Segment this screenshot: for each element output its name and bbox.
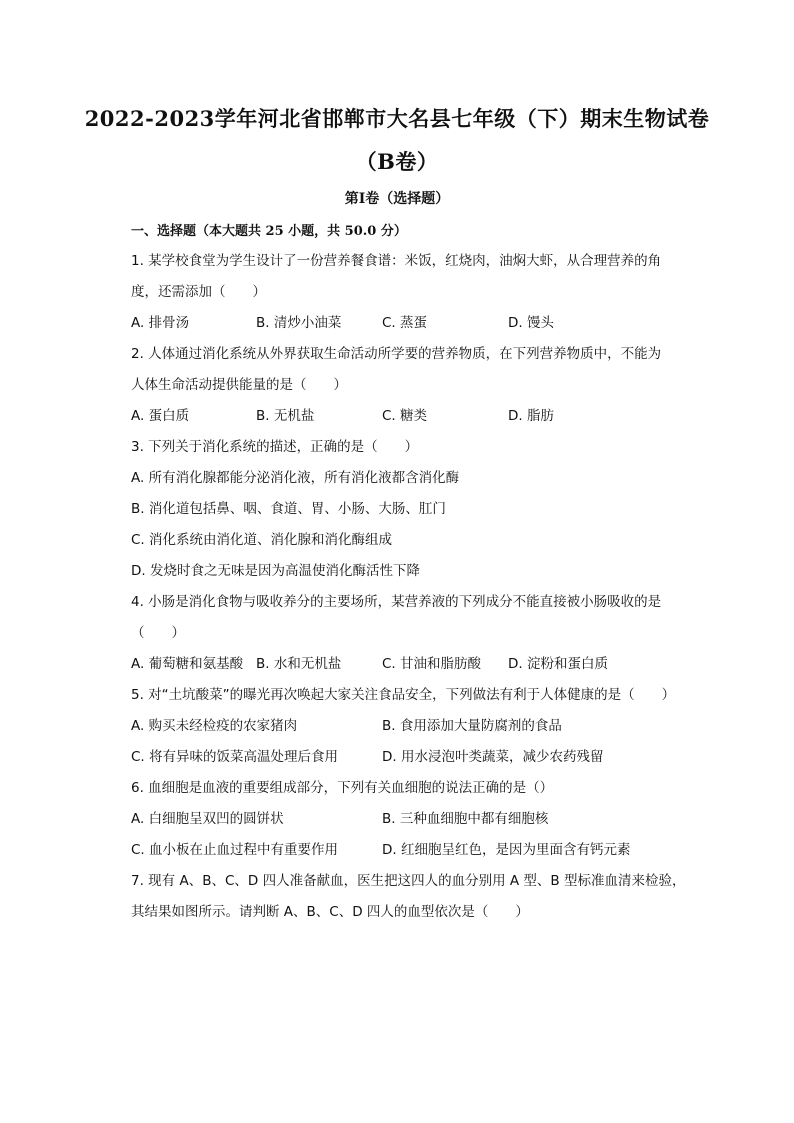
question-2-option-d: D. 脂肪	[508, 408, 554, 424]
question-2-option-b: B. 无机盐	[256, 408, 315, 424]
question-6-option-d: D. 红细胞呈红色，是因为里面含有钙元素	[382, 842, 631, 858]
question-6-option-a: A. 白细胞呈双凹的圆饼状	[131, 811, 284, 827]
question-7-stem-line2: 其结果如图所示。请判断 A、B、C、D 四人的血型依次是（ ）	[131, 904, 529, 920]
question-3-option-b: B. 消化道包括鼻、咽、食道、胃、小肠、大肠、肛门	[131, 501, 446, 517]
question-4-stem-line1: 4. 小肠是消化食物与吸收养分的主要场所，某营养液的下列成分不能直接被小肠吸收的是	[131, 594, 662, 610]
question-4-stem-line2: （ ）	[131, 625, 185, 641]
question-5-option-b: B. 食用添加大量防腐剂的食品	[382, 718, 562, 734]
question-2-stem-line1: 2. 人体通过消化系统从外界获取生命活动所学要的营养物质，在下列营养物质中，不能为	[131, 346, 662, 362]
question-1-stem-line2: 度，还需添加（ ）	[131, 284, 266, 300]
question-5-option-d: D. 用水浸泡叶类蔬菜，减少农药残留	[382, 749, 604, 765]
question-6-option-b: B. 三种血细胞中都有细胞核	[382, 811, 549, 827]
question-6-option-c: C. 血小板在止血过程中有重要作用	[131, 842, 339, 858]
question-5-option-a: A. 购买未经检疫的农家猪肉	[131, 718, 298, 734]
question-2-option-c: C. 糖类	[382, 408, 428, 424]
question-3-option-a: A. 所有消化腺都能分泌消化液，所有消化液都含消化酶	[131, 470, 460, 486]
question-4-option-a: A. 葡萄糖和氨基酸	[131, 656, 244, 672]
question-1-option-a: A. 排骨汤	[131, 315, 190, 331]
question-5-stem-line1: 5. 对“土坑酸菜”的曝光再次唤起大家关注食品安全，下列做法有利于人体健康的是（ ）	[131, 687, 676, 703]
question-1-option-d: D. 馒头	[508, 315, 554, 331]
question-1-stem-line1: 1. 某学校食堂为学生设计了一份营养餐食谱：米饭，红烧肉，油焖大虾，从合理营养的角	[131, 253, 662, 269]
question-3-option-c: C. 消化系统由消化道、消化腺和消化酶组成	[131, 532, 393, 548]
section-heading: 第Ⅰ卷（选择题）	[344, 191, 450, 207]
question-4-option-c: C. 甘油和脂肪酸	[382, 656, 482, 672]
exam-title: 2022-2023学年河北省邯郸市大名县七年级（下）期末生物试卷	[84, 106, 710, 131]
exam-title-volume: （B卷）	[355, 149, 439, 174]
question-3-stem-line1: 3. 下列关于消化系统的描述，正确的是（ ）	[131, 439, 419, 455]
question-4-option-b: B. 水和无机盐	[256, 656, 342, 672]
question-7-stem-line1: 7. 现有 A、B、C、D 四人准备献血，医生把这四人的血分别用 A 型、B 型标准血清来检验，	[131, 873, 686, 889]
question-2-option-a: A. 蛋白质	[131, 408, 190, 424]
question-2-stem-line2: 人体生命活动提供能量的是（ ）	[131, 377, 347, 393]
question-6-stem-line1: 6. 血细胞是血液的重要组成部分，下列有关血细胞的说法正确的是（）	[131, 780, 554, 796]
question-5-option-c: C. 将有异味的饭菜高温处理后食用	[131, 749, 339, 765]
question-3-option-d: D. 发烧时食之无味是因为高温使消化酶活性下降	[131, 563, 420, 579]
question-4-option-d: D. 淀粉和蛋白质	[508, 656, 608, 672]
part-heading: 一、选择题（本大题共 25 小题，共 50.0 分）	[131, 224, 407, 239]
question-1-option-b: B. 清炒小油菜	[256, 315, 342, 331]
question-1-option-c: C. 蒸蛋	[382, 315, 428, 331]
